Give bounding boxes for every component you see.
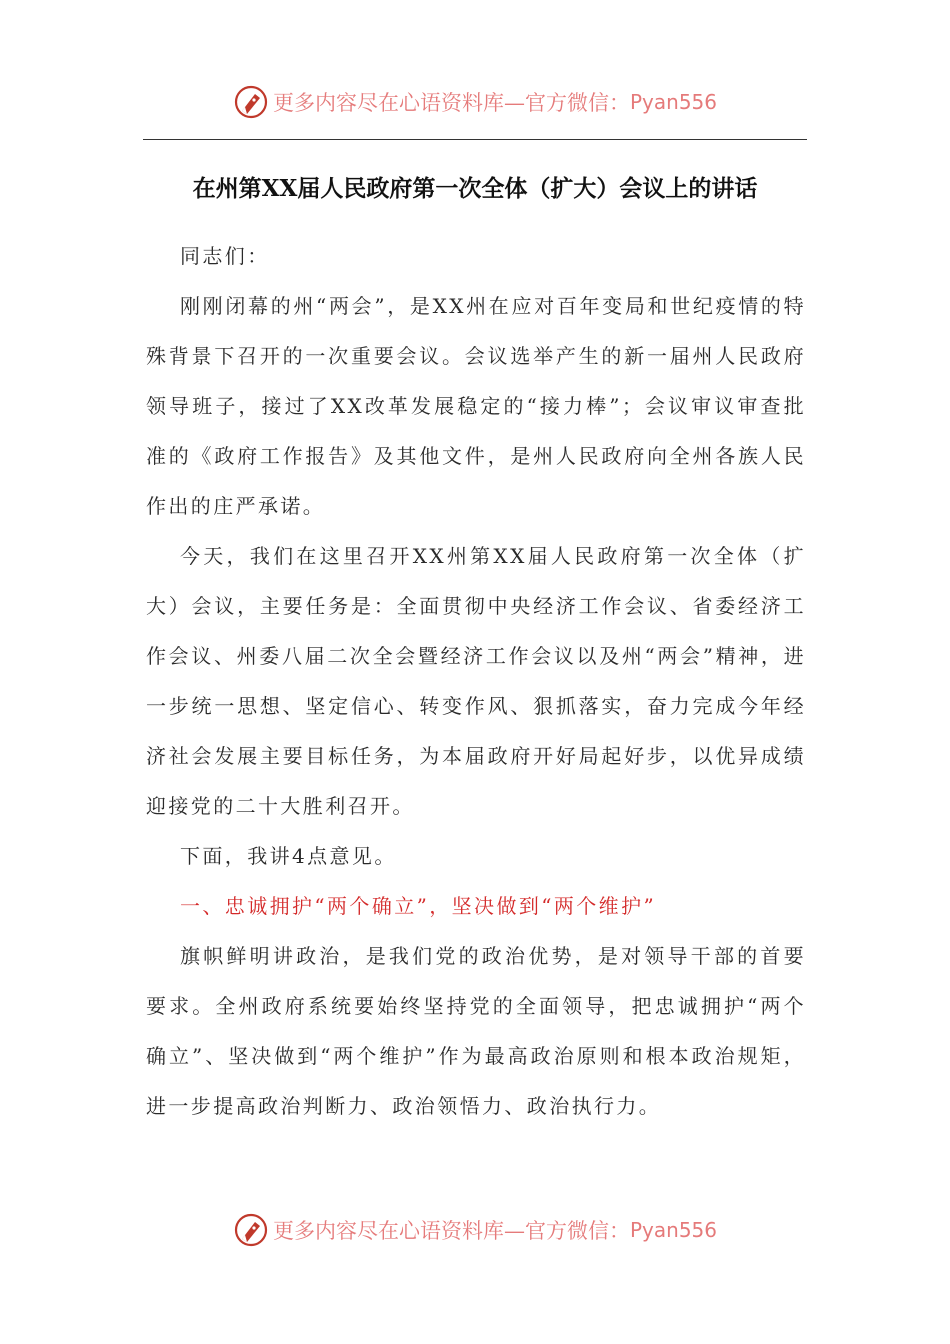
wechat-id: Pyan556 — [629, 90, 717, 114]
pen-nib-logo-icon — [233, 1212, 269, 1248]
header-watermark — [0, 80, 950, 124]
header-divider — [143, 139, 807, 140]
footer-watermark — [0, 1208, 950, 1252]
watermark-text: 更多内容尽在心语资料库—官方微信： — [272, 1219, 630, 1243]
section-heading: 一、忠诚拥护“两个确立”，坚决做到“两个维护” — [180, 894, 657, 918]
watermark-text: 更多内容尽在心语资料库—官方微信： — [272, 91, 630, 115]
section-paragraph: 旗帜鲜明讲政治，是我们党的政治优势，是对领导干部的首要要求。全州政府系统要始终坚持党的全面领导，把忠诚拥护“两个确立”、坚决做到“两个维护”作为最高政治原则和根本政治规矩，进一步提高政治判断力、政治领悟力、政治执行力。 — [146, 944, 806, 1118]
pen-nib-logo-icon — [233, 84, 269, 120]
document-title: 在州第XX届人民政府第一次全体（扩大）会议上的讲话 — [192, 175, 758, 202]
body-paragraph: 刚刚闭幕的州“两会”，是XX州在应对百年变局和世纪疫情的特殊背景下召开的一次重要会议。会议选举产生的新一届州人民政府领导班子，接过了XX改革发展稳定的“接力棒”；会议审议审查批准的《政府工作报告》及其他文件，是州人民政府向全州各族人民作出的庄严承诺。 — [146, 294, 806, 518]
salutation: 同志们： — [180, 244, 270, 268]
document-body — [146, 231, 806, 1131]
body-paragraph: 下面，我讲4点意见。 — [180, 844, 397, 868]
wechat-id: Pyan556 — [629, 1218, 717, 1242]
body-paragraph: 今天，我们在这里召开XX州第XX届人民政府第一次全体（扩大）会议，主要任务是：全面贯彻中央经济工作会议、省委经济工作会议、州委八届二次全会暨经济工作会议以及州“两会”精神，进一步统一思想、坚定信心、转变作风、狠抓落实，奋力完成今年经济社会发展主要目标任务，为本届政府开好局起好步，以优异成绩迎接党的二十大胜利召开。 — [146, 544, 806, 818]
